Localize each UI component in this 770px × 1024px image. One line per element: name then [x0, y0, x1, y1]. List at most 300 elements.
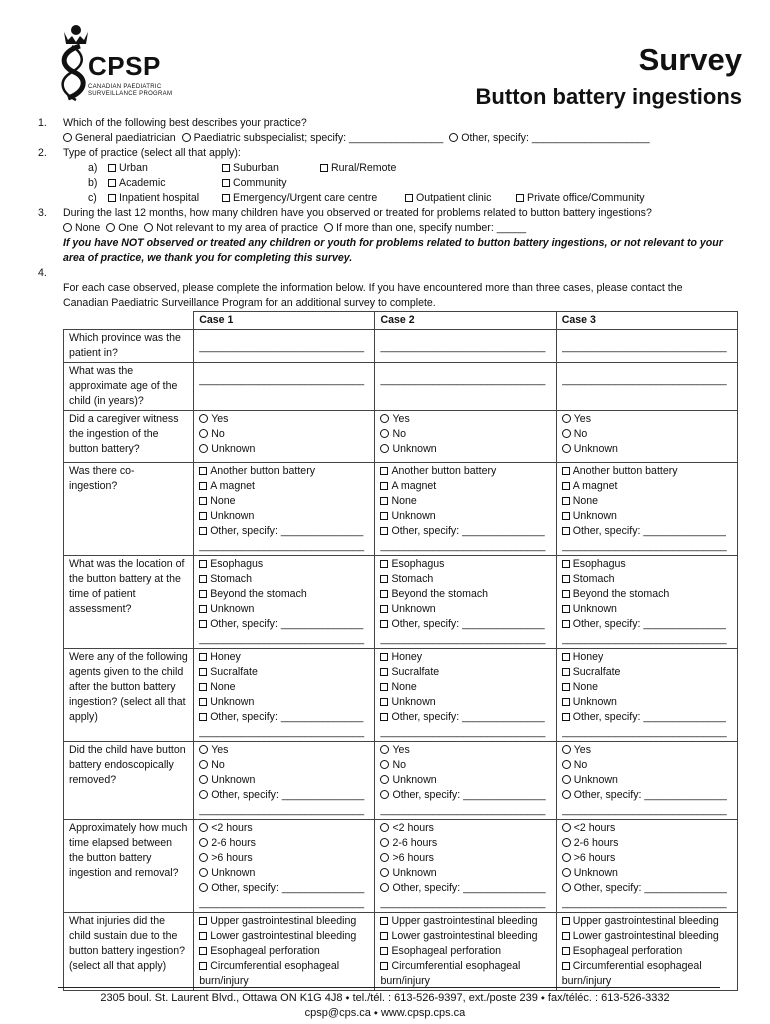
option-label: Other, specify: ______________ — [210, 525, 364, 537]
option-label: Other, specify: ____________________ — [461, 132, 650, 144]
page-subtitle: Button battery ingestions — [475, 84, 742, 109]
radio-lt2-hours[interactable] — [562, 821, 732, 836]
checkbox-emergency[interactable] — [222, 191, 377, 206]
footer-divider — [58, 987, 720, 988]
option-label: 2-6 hours — [211, 837, 256, 849]
option-label: None — [391, 681, 417, 693]
option-label: <2 hours — [573, 822, 616, 834]
option-label: Other, specify: ______________ — [573, 789, 727, 801]
checkbox-lower-gi-bleeding[interactable] — [562, 929, 735, 944]
radio-icon — [380, 883, 389, 892]
option-label: Unknown — [210, 510, 255, 522]
other-field[interactable]: ____________________________ — [561, 897, 727, 909]
checkbox-other[interactable] — [380, 710, 550, 725]
checkbox-another-battery[interactable] — [562, 464, 732, 479]
radio-no[interactable] — [199, 758, 369, 773]
checkbox-honey[interactable] — [199, 650, 369, 665]
checkbox-icon — [199, 467, 207, 475]
checkbox-icon — [380, 713, 388, 721]
row-label: Were any of the following agents given to the child after the button battery ingestion? (select all that apply) — [64, 649, 194, 742]
table-cell — [556, 820, 737, 913]
radio-icon — [380, 823, 389, 832]
table-cell — [556, 330, 737, 363]
option-label: Yes — [573, 413, 592, 425]
option-label: Esophagus — [572, 558, 626, 570]
other-field[interactable]: ____________________________ — [380, 804, 546, 816]
radio-gt6-hours[interactable] — [380, 851, 550, 866]
radio-icon — [199, 823, 208, 832]
age-field-case3[interactable]: ____________________________ — [561, 374, 727, 386]
checkbox-icon — [199, 698, 207, 706]
checkbox-icon — [380, 497, 388, 505]
checkbox-icon — [199, 497, 207, 505]
radio-icon — [562, 444, 571, 453]
checkbox-icon — [562, 590, 570, 598]
radio-no[interactable] — [199, 427, 369, 442]
checkbox-other[interactable] — [562, 617, 732, 632]
checkbox-icon — [516, 194, 524, 202]
checkbox-icon — [199, 962, 207, 970]
option-label: Other, specify: ______________ — [572, 525, 726, 537]
checkbox-inpatient[interactable] — [108, 191, 199, 206]
table-cell — [556, 411, 737, 463]
table-cell — [556, 556, 737, 649]
option-label: Upper gastrointestinal bleeding — [210, 915, 357, 927]
radio-unknown[interactable] — [199, 442, 369, 457]
option-label: Yes — [211, 744, 229, 756]
checkbox-none[interactable] — [199, 680, 369, 695]
checkbox-another-battery[interactable] — [199, 464, 369, 479]
radio-gt6-hours[interactable] — [562, 851, 732, 866]
option-label: Other, specify: ______________ — [211, 882, 365, 894]
checkbox-sucralfate[interactable] — [380, 665, 550, 680]
option-label: Another button battery — [391, 465, 497, 477]
q2-label-b: b) — [88, 177, 98, 189]
checkbox-icon — [380, 512, 388, 520]
radio-general-paediatrician[interactable] — [63, 132, 176, 144]
radio-no[interactable] — [562, 427, 732, 442]
radio-lt2-hours[interactable] — [380, 821, 550, 836]
checkbox-other[interactable] — [562, 710, 732, 725]
checkbox-icon — [108, 164, 116, 172]
checkbox-icon — [562, 668, 570, 676]
checkbox-icon — [562, 512, 570, 520]
option-label: Unknown — [572, 510, 617, 522]
radio-yes[interactable] — [562, 412, 732, 427]
radio-more-than-one[interactable] — [324, 222, 526, 234]
age-field-case2[interactable]: ____________________________ — [380, 374, 546, 386]
radio-other[interactable] — [380, 881, 550, 896]
option-label: Unknown — [392, 443, 437, 455]
other-field[interactable]: ____________________________ — [199, 726, 365, 738]
option-label: Other, specify: ______________ — [572, 618, 726, 630]
checkbox-other[interactable] — [380, 524, 550, 539]
checkbox-esophageal-perforation[interactable] — [562, 944, 735, 959]
checkbox-upper-gi-bleeding[interactable] — [562, 914, 735, 929]
radio-other[interactable] — [199, 788, 369, 803]
checkbox-magnet[interactable] — [380, 479, 550, 494]
radio-icon — [324, 223, 333, 232]
option-label: Unknown — [573, 867, 618, 879]
radio-icon — [562, 868, 571, 877]
checkbox-esophageal-perforation[interactable] — [380, 944, 553, 959]
checkbox-magnet[interactable] — [562, 479, 732, 494]
table-cell — [194, 556, 375, 649]
checkbox-suburban[interactable] — [222, 161, 279, 176]
q2-label-a: a) — [88, 162, 98, 174]
radio-not-relevant[interactable] — [144, 222, 318, 234]
option-label: Other, specify: ______________ — [572, 711, 726, 723]
checkbox-icon — [199, 683, 207, 691]
option-label: Upper gastrointestinal bleeding — [572, 915, 719, 927]
option-label: Unknown — [391, 696, 436, 708]
checkbox-unknown[interactable] — [562, 509, 732, 524]
other-field[interactable]: ____________________________ — [199, 633, 365, 645]
other-field[interactable]: ____________________________ — [561, 540, 727, 552]
checkbox-icon — [199, 560, 207, 568]
checkbox-unknown[interactable] — [199, 695, 369, 710]
q3-note-line2: area of practice, we thank you for completing this survey. — [63, 252, 353, 264]
table-cell — [375, 363, 556, 411]
radio-icon — [380, 790, 389, 799]
checkbox-lower-gi-bleeding[interactable] — [380, 929, 553, 944]
option-label: Honey — [572, 651, 604, 663]
radio-none[interactable] — [63, 222, 100, 234]
q4-instructions-line2: Canadian Paediatric Surveillance Program for an additional survey to complete. — [63, 297, 436, 309]
checkbox-none[interactable] — [199, 494, 369, 509]
other-field[interactable]: ____________________________ — [199, 540, 365, 552]
checkbox-circumferential-burn[interactable] — [380, 959, 553, 989]
checkbox-community[interactable] — [222, 176, 287, 191]
radio-icon — [199, 838, 208, 847]
checkbox-icon — [562, 605, 570, 613]
radio-yes[interactable] — [562, 743, 732, 758]
option-label: Unknown — [572, 696, 617, 708]
radio-yes[interactable] — [199, 743, 369, 758]
table-row-witness — [64, 411, 738, 463]
checkbox-icon — [199, 590, 207, 598]
checkbox-icon — [199, 512, 207, 520]
checkbox-unknown[interactable] — [562, 695, 732, 710]
radio-icon — [199, 775, 208, 784]
option-label: No — [392, 759, 406, 771]
checkbox-icon — [562, 653, 570, 661]
table-row-time — [64, 820, 738, 913]
table-cell — [375, 330, 556, 363]
age-field-case1[interactable]: ____________________________ — [199, 374, 365, 386]
other-field[interactable]: ____________________________ — [561, 726, 727, 738]
radio-unknown[interactable] — [199, 866, 369, 881]
checkbox-circumferential-burn[interactable] — [199, 959, 372, 989]
option-label: Honey — [391, 651, 423, 663]
checkbox-icon — [562, 713, 570, 721]
table-row-injuries — [64, 913, 738, 991]
radio-icon — [199, 790, 208, 799]
option-label: If more than one, specify number: _____ — [335, 222, 527, 234]
option-label: Other, specify: ______________ — [392, 789, 546, 801]
radio-lt2-hours[interactable] — [199, 821, 369, 836]
option-label: Another button battery — [210, 465, 316, 477]
checkbox-icon — [199, 917, 207, 925]
other-field[interactable]: ____________________________ — [380, 540, 546, 552]
radio-icon — [380, 838, 389, 847]
checkbox-another-battery[interactable] — [380, 464, 550, 479]
table-header-case2: Case 2 — [375, 312, 556, 330]
option-label: General paediatrician — [75, 132, 176, 144]
option-label: Emergency/Urgent care centre — [233, 192, 378, 204]
other-field[interactable]: ____________________________ — [199, 804, 365, 816]
radio-other[interactable] — [380, 788, 550, 803]
option-label: Inpatient hospital — [119, 192, 200, 204]
checkbox-icon — [199, 620, 207, 628]
checkbox-sucralfate[interactable] — [199, 665, 369, 680]
table-row-coingestion — [64, 463, 738, 556]
radio-other[interactable] — [562, 788, 732, 803]
table-cell — [375, 463, 556, 556]
row-label: Which province was the patient in? — [64, 330, 194, 363]
table-row-location — [64, 556, 738, 649]
other-field[interactable]: ____________________________ — [199, 897, 365, 909]
option-label: Academic — [119, 177, 166, 189]
checkbox-icon — [380, 590, 388, 598]
option-label: Sucralfate — [210, 666, 258, 678]
table-cell — [375, 556, 556, 649]
q1-options — [63, 131, 650, 146]
option-label: Yes — [392, 413, 410, 425]
option-label: 2-6 hours — [573, 837, 619, 849]
question-number: 3. — [38, 207, 47, 219]
option-label: Unknown — [572, 603, 617, 615]
radio-2-6-hours[interactable] — [380, 836, 550, 851]
radio-icon — [63, 133, 72, 142]
checkbox-beyond-stomach[interactable] — [562, 587, 732, 602]
option-label: Beyond the stomach — [572, 588, 670, 600]
radio-paediatric-subspecialist[interactable] — [182, 132, 444, 144]
checkbox-upper-gi-bleeding[interactable] — [380, 914, 553, 929]
checkbox-unknown[interactable] — [380, 509, 550, 524]
checkbox-academic[interactable] — [108, 176, 166, 191]
checkbox-outpatient[interactable] — [405, 191, 491, 206]
q3-options — [63, 221, 526, 236]
radio-yes[interactable] — [380, 743, 550, 758]
option-label: A magnet — [210, 480, 255, 492]
checkbox-other[interactable] — [199, 617, 369, 632]
radio-2-6-hours[interactable] — [199, 836, 369, 851]
radio-2-6-hours[interactable] — [562, 836, 732, 851]
checkbox-other[interactable] — [380, 617, 550, 632]
radio-icon — [380, 745, 389, 754]
other-field[interactable]: ____________________________ — [380, 726, 546, 738]
question-number: 2. — [38, 147, 47, 159]
radio-other[interactable] — [199, 881, 369, 896]
table-cell — [194, 820, 375, 913]
option-label: Another button battery — [572, 465, 678, 477]
option-label: Beyond the stomach — [210, 588, 307, 600]
option-label: No — [392, 428, 406, 440]
radio-gt6-hours[interactable] — [199, 851, 369, 866]
table-cell — [375, 742, 556, 820]
checkbox-lower-gi-bleeding[interactable] — [199, 929, 372, 944]
table-cell — [194, 411, 375, 463]
checkbox-icon — [380, 527, 388, 535]
option-label: None — [391, 495, 417, 507]
option-label: None — [572, 681, 599, 693]
radio-no[interactable] — [380, 427, 550, 442]
option-label: Upper gastrointestinal bleeding — [391, 915, 538, 927]
checkbox-sucralfate[interactable] — [562, 665, 732, 680]
option-label: Yes — [211, 413, 229, 425]
option-label: Private office/Community — [527, 192, 645, 204]
page-title: Survey — [638, 42, 742, 77]
checkbox-other[interactable] — [199, 710, 369, 725]
option-label: Other, specify: ______________ — [210, 711, 364, 723]
table-cell — [194, 649, 375, 742]
radio-icon — [199, 414, 208, 423]
checkbox-icon — [199, 575, 207, 583]
checkbox-none[interactable] — [562, 494, 732, 509]
checkbox-stomach[interactable] — [199, 572, 369, 587]
table-row-endoscopic — [64, 742, 738, 820]
radio-unknown[interactable] — [199, 773, 369, 788]
checkbox-icon — [562, 527, 570, 535]
option-label: Sucralfate — [572, 666, 621, 678]
radio-unknown[interactable] — [562, 442, 732, 457]
option-label: Other, specify: ______________ — [391, 618, 545, 630]
radio-other[interactable] — [449, 132, 650, 144]
checkbox-esophageal-perforation[interactable] — [199, 944, 372, 959]
checkbox-other[interactable] — [199, 524, 369, 539]
province-field-case2[interactable]: ____________________________ — [380, 341, 546, 353]
radio-unknown[interactable] — [380, 866, 550, 881]
radio-icon — [380, 853, 389, 862]
option-label: Unknown — [391, 603, 436, 615]
province-field-case1[interactable]: ____________________________ — [199, 341, 365, 353]
table-cell — [375, 649, 556, 742]
row-label: What was the location of the button battery at the time of patient assessment? — [64, 556, 194, 649]
row-label: What injuries did the child sustain due to the button battery ingestion? (select all that apply) — [64, 913, 194, 991]
checkbox-rural[interactable] — [320, 161, 396, 176]
checkbox-circumferential-burn[interactable] — [562, 959, 735, 989]
checkbox-esophagus[interactable] — [562, 557, 732, 572]
checkbox-honey[interactable] — [562, 650, 732, 665]
option-label: Not relevant to my area of practice — [156, 222, 319, 234]
checkbox-magnet[interactable] — [199, 479, 369, 494]
option-label: Other, specify: ______________ — [392, 882, 546, 894]
radio-unknown[interactable] — [562, 866, 732, 881]
radio-yes[interactable] — [380, 412, 550, 427]
option-label: Other, specify: ______________ — [210, 618, 364, 630]
radio-unknown[interactable] — [380, 442, 550, 457]
checkbox-esophagus[interactable] — [380, 557, 550, 572]
option-label: Lower gastrointestinal bleeding — [391, 930, 538, 942]
checkbox-icon — [380, 605, 388, 613]
q4-instructions-line1: For each case observed, please complete the information below. If you have encountered more than three cases, please contact the — [63, 282, 683, 294]
province-field-case3[interactable]: ____________________________ — [561, 341, 727, 353]
radio-icon — [144, 223, 153, 232]
option-label: Unknown — [391, 510, 436, 522]
checkbox-none[interactable] — [380, 494, 550, 509]
checkbox-icon — [199, 605, 207, 613]
checkbox-icon — [380, 653, 388, 661]
checkbox-unknown[interactable] — [199, 602, 369, 617]
checkbox-upper-gi-bleeding[interactable] — [199, 914, 372, 929]
row-label: Approximately how much time elapsed between the button battery ingestion and removal? — [64, 820, 194, 913]
radio-icon — [199, 760, 208, 769]
checkbox-none[interactable] — [380, 680, 550, 695]
option-label: Unknown — [392, 774, 437, 786]
checkbox-unknown[interactable] — [199, 509, 369, 524]
checkbox-icon — [562, 560, 570, 568]
radio-unknown[interactable] — [562, 773, 732, 788]
option-label: Unknown — [211, 867, 256, 879]
checkbox-stomach[interactable] — [562, 572, 732, 587]
checkbox-other[interactable] — [562, 524, 732, 539]
radio-no[interactable] — [562, 758, 732, 773]
radio-one[interactable] — [106, 222, 138, 234]
option-label: No — [573, 759, 588, 771]
table-cell — [375, 913, 556, 991]
checkbox-unknown[interactable] — [380, 695, 550, 710]
radio-icon — [182, 133, 191, 142]
checkbox-urban[interactable] — [108, 161, 148, 176]
checkbox-icon — [199, 932, 207, 940]
checkbox-icon — [199, 653, 207, 661]
other-field[interactable]: ____________________________ — [380, 897, 546, 909]
radio-unknown[interactable] — [380, 773, 550, 788]
checkbox-beyond-stomach[interactable] — [380, 587, 550, 602]
checkbox-private[interactable] — [516, 191, 645, 206]
checkbox-none[interactable] — [562, 680, 732, 695]
checkbox-unknown[interactable] — [562, 602, 732, 617]
other-field[interactable]: ____________________________ — [380, 633, 546, 645]
checkbox-unknown[interactable] — [380, 602, 550, 617]
table-cell — [556, 913, 737, 991]
option-label: >6 hours — [211, 852, 253, 864]
option-label: Lower gastrointestinal bleeding — [572, 930, 719, 942]
option-label: Lower gastrointestinal bleeding — [210, 930, 357, 942]
checkbox-stomach[interactable] — [380, 572, 550, 587]
radio-icon — [380, 414, 389, 423]
checkbox-esophagus[interactable] — [199, 557, 369, 572]
checkbox-honey[interactable] — [380, 650, 550, 665]
checkbox-icon — [199, 668, 207, 676]
option-label: Outpatient clinic — [416, 192, 492, 204]
option-label: Yes — [573, 744, 592, 756]
option-label: None — [210, 681, 236, 693]
option-label: Other, specify: ______________ — [391, 711, 545, 723]
row-label: Was there co-ingestion? — [64, 463, 194, 556]
logo-wordmark: CPSP — [88, 51, 161, 81]
other-field[interactable]: ____________________________ — [561, 804, 727, 816]
footer-contact: cpsp@cps.ca ⬩ www.cpsp.cps.ca — [304, 1007, 466, 1019]
checkbox-icon — [380, 683, 388, 691]
row-label: Did a caregiver witness the ingestion of the button battery? — [64, 411, 194, 463]
other-field[interactable]: ____________________________ — [561, 633, 727, 645]
checkbox-beyond-stomach[interactable] — [199, 587, 369, 602]
checkbox-icon — [380, 668, 388, 676]
option-label: Stomach — [572, 573, 615, 585]
radio-icon — [562, 823, 571, 832]
question-number: 1. — [38, 117, 47, 129]
radio-icon — [562, 760, 571, 769]
option-label: Esophageal perforation — [572, 945, 683, 957]
checkbox-icon — [562, 482, 570, 490]
radio-no[interactable] — [380, 758, 550, 773]
option-label: >6 hours — [392, 852, 434, 864]
radio-yes[interactable] — [199, 412, 369, 427]
option-label: Unknown — [211, 774, 256, 786]
radio-other[interactable] — [562, 881, 732, 896]
